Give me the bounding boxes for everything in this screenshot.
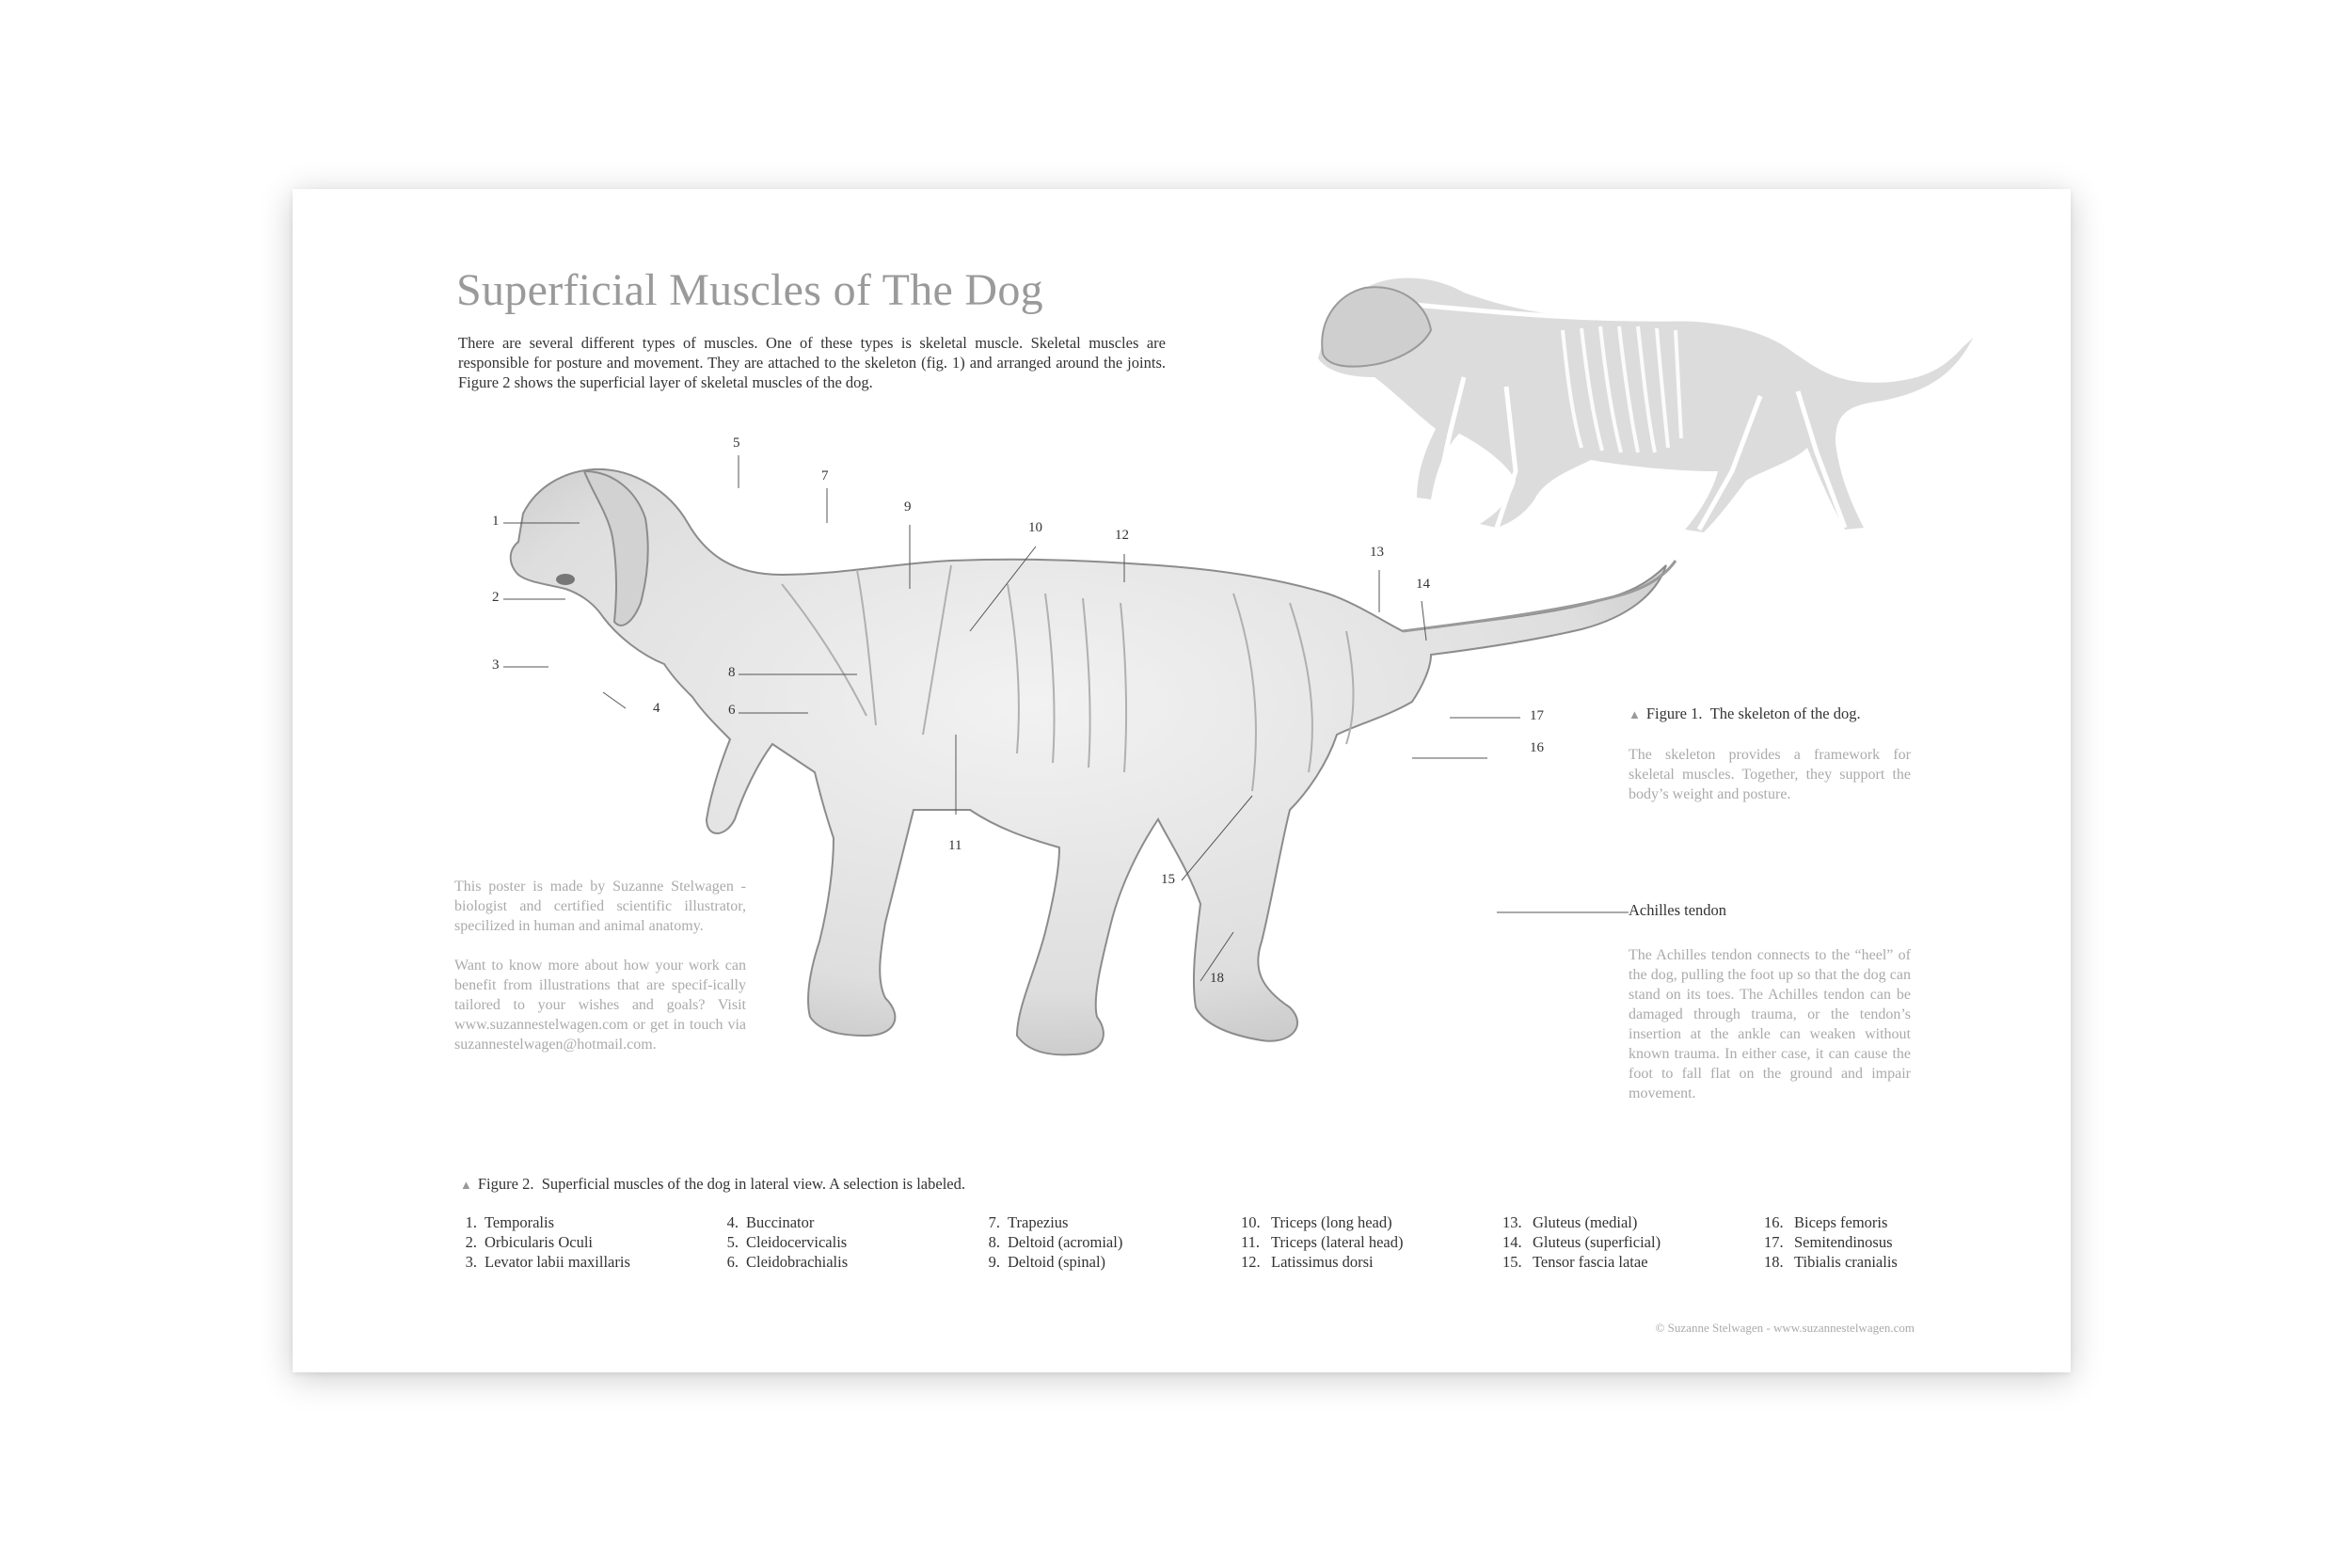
figure1-description: The skeleton provides a framework for skeletal muscles. Together, they support the body’s weight and posture. [1629, 747, 1911, 802]
label-18: 18 [1210, 971, 1224, 986]
legend-item: 11. Triceps (lateral head) [1241, 1233, 1404, 1251]
label-11: 11 [948, 838, 962, 853]
legend-item: 5. Cleidocervicalis [726, 1233, 848, 1251]
label-6: 6 [728, 703, 736, 718]
label-8: 8 [728, 665, 736, 680]
legend-column-1 [456, 1212, 701, 1272]
copyright-notice: © Suzanne Stelwagen - www.suzannestelwagen.com [1655, 1321, 1915, 1335]
figure1-caption [1629, 705, 1861, 723]
poster [293, 189, 2071, 1372]
legend-item: 10. Triceps (long head) [1241, 1213, 1392, 1231]
legend-item: 17. Semitendinosus [1764, 1233, 1893, 1251]
legend-item: 15. Tensor fascia latae [1502, 1253, 1648, 1271]
legend-item: 4. Buccinator [726, 1213, 815, 1231]
skeleton-figure [1318, 278, 1977, 533]
triangle-up-icon: ▲ [1629, 707, 1641, 721]
label-12: 12 [1115, 528, 1129, 543]
label-16: 16 [1530, 740, 1544, 755]
label-1: 1 [492, 514, 500, 529]
legend-item: 12. Latissimus dorsi [1241, 1253, 1374, 1271]
achilles-description: The Achilles tendon connects to the “heel” of the dog, pulling the foot up so that the dog can stand on its toes. The Achilles tendon can be damaged through trauma, or the tendon’s insertion at the ankle can weaken without known trauma. In either case, it can cause the foot to fall flat on the ground and impair movement. [1629, 947, 1911, 1101]
label-10: 10 [1028, 520, 1042, 535]
legend-item: 18. Tibialis cranialis [1764, 1253, 1898, 1271]
legend-item: 1. Temporalis [465, 1213, 554, 1231]
author-note-contact: Want to know more about how your work can benefit from illustrations that are specif-ically tailored to your wishes and goals? Visit www.suzannestelwagen.com or get in touch via suzannestelwagen@hotmail.com. [454, 958, 746, 1053]
label-14: 14 [1416, 577, 1430, 592]
legend-item: 13. Gluteus (medial) [1502, 1213, 1638, 1231]
label-9: 9 [904, 499, 912, 515]
legend-item: 6. Cleidobrachialis [726, 1253, 849, 1271]
legend-column-2 [718, 1212, 962, 1272]
legend-column-6 [1764, 1212, 2009, 1272]
figure2-label: Figure 2. [477, 1175, 534, 1193]
label-2: 2 [492, 590, 500, 605]
legend-column-5 [1502, 1212, 1747, 1272]
achilles-label: Achilles tendon [1629, 901, 1727, 919]
legend-item: 3. Levator labii maxillaris [465, 1253, 630, 1271]
label-15: 15 [1161, 872, 1175, 887]
label-17: 17 [1530, 708, 1544, 723]
legend-column-3 [979, 1212, 1224, 1272]
label-13: 13 [1370, 545, 1384, 560]
label-3: 3 [492, 657, 500, 673]
figure2-caption-text: Superficial muscles of the dog in lateral view. A selection is labeled. [541, 1175, 965, 1193]
figure1-label: Figure 1. [1645, 705, 1703, 722]
poster-title: Superficial Muscles of The Dog [456, 265, 1043, 315]
label-4: 4 [653, 701, 660, 716]
legend-item: 8. Deltoid (acromial) [988, 1233, 1123, 1251]
figure1-caption-text: The skeleton of the dog. [1709, 705, 1861, 722]
legend-item: 16. Biceps femoris [1764, 1213, 1888, 1231]
label-5: 5 [733, 436, 740, 451]
legend-item: 9. Deltoid (spinal) [988, 1253, 1106, 1271]
intro-paragraph: There are several different types of muscles. One of these types is skeletal muscle. Skeletal muscles are responsible for posture and movement. They are attached to the skeleton (fig. 1) and arranged around the joints. Figure 2 shows the superficial layer of skeletal muscles of the dog. [458, 334, 1166, 391]
author-note-intro: This poster is made by Suzanne Stelwagen - biologist and certified scientific illustrator, specilized in human and animal anatomy. [454, 879, 746, 934]
legend-item: 7. Trapezius [988, 1213, 1069, 1231]
label-7: 7 [821, 468, 829, 483]
legend-item: 14. Gluteus (superficial) [1502, 1233, 1661, 1251]
muscle-legend [456, 1212, 1980, 1278]
legend-column-4 [1241, 1212, 1486, 1272]
triangle-up-icon: ▲ [460, 1178, 472, 1192]
figure2-caption [460, 1175, 965, 1194]
legend-item: 2. Orbicularis Oculi [465, 1233, 594, 1251]
